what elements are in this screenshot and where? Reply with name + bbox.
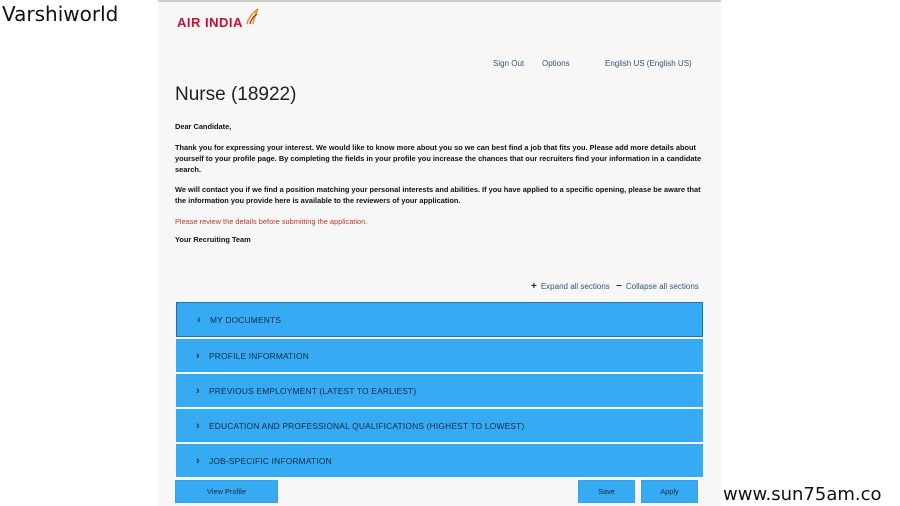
minus-icon: − (616, 281, 622, 292)
signoff-text: Your Recruiting Team (175, 235, 251, 244)
watermark-bottom-right: www.sun75am.co (723, 484, 882, 505)
options-link[interactable]: Options (542, 59, 570, 68)
section-job-specific-information[interactable] (176, 444, 703, 477)
sign-out-link[interactable]: Sign Out (493, 59, 525, 68)
section-label: JOB-SPECIFIC INFORMATION (209, 455, 332, 466)
air-india-logo (177, 14, 259, 31)
review-notice: Please review the details before submitting the application. (175, 217, 368, 226)
accordion-sections (176, 302, 703, 479)
watermark-top-left: Varshiworld (2, 2, 119, 26)
contact-paragraph: We will contact you if we find a position matching your personal interests and abilities. If you have applied to a specific opening, please be aware that the information you provide here is available to the reviewers of your application. (175, 185, 701, 205)
section-label: EDUCATION AND PROFESSIONAL QUALIFICATIONS (HIGHEST TO LOWEST) (209, 420, 525, 431)
plus-icon: + (531, 281, 537, 292)
logo-text: AIR INDIA (177, 15, 243, 30)
language-selector[interactable]: English US (English US) (605, 59, 692, 68)
apply-button[interactable]: Apply (641, 480, 698, 503)
chevron-right-icon: › (196, 419, 200, 432)
section-label: MY DOCUMENTS (210, 314, 282, 325)
save-button[interactable]: Save (578, 480, 635, 503)
chevron-right-icon: › (196, 454, 200, 467)
chevron-right-icon: › (197, 313, 201, 326)
intro-paragraph: Thank you for expressing your interest. We would like to know more about you so we can best find a job that fits you. Please add more details about yourself to your profile page. By completing the fields in your profile you increase the chances that our recruiters find your information in a candidate search. (175, 143, 702, 174)
chevron-right-icon: › (196, 349, 200, 362)
expand-all-link[interactable] (531, 281, 610, 292)
chevron-right-icon: › (196, 384, 200, 397)
expand-all-label: Expand all sections (540, 282, 610, 291)
logo-swirl-icon (245, 8, 259, 31)
application-panel (158, 0, 721, 506)
greeting-text: Dear Candidate, (175, 122, 232, 131)
view-profile-button[interactable]: View Profile (175, 480, 278, 503)
section-profile-information[interactable] (176, 339, 703, 372)
section-previous-employment[interactable] (176, 374, 703, 407)
collapse-all-link[interactable] (616, 281, 699, 292)
page-title: Nurse (18922) (175, 84, 297, 105)
section-education-qualifications[interactable] (176, 409, 703, 442)
collapse-all-label: Collapse all sections (625, 282, 699, 291)
section-label: PROFILE INFORMATION (209, 350, 309, 361)
section-my-documents[interactable] (176, 302, 703, 337)
section-label: PREVIOUS EMPLOYMENT (LATEST TO EARLIEST) (209, 385, 417, 396)
